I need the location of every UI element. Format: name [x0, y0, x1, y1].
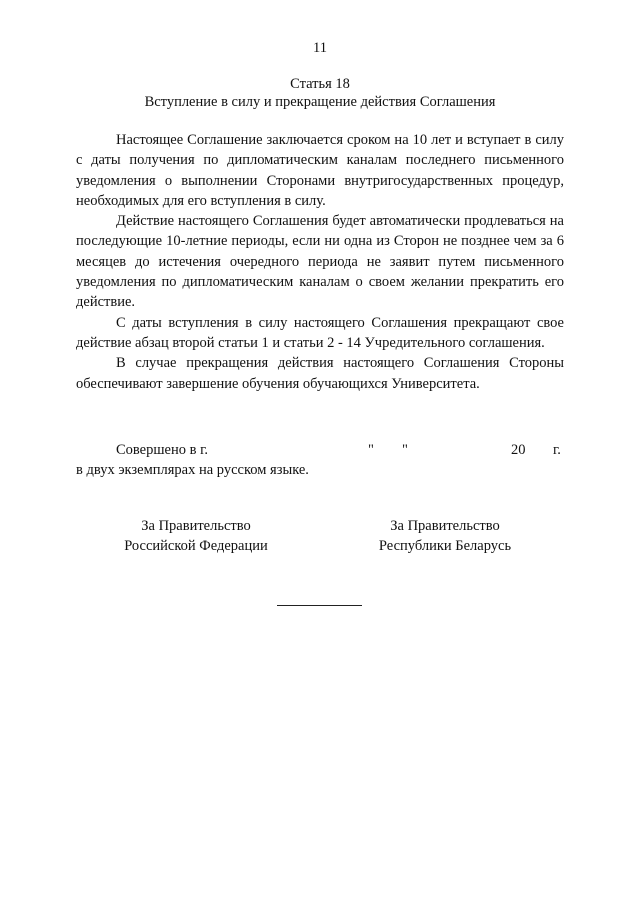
signature-russia — [86, 516, 306, 556]
article-title: Вступление в силу и прекращение действия Соглашения — [144, 94, 496, 110]
signature-russia-line2: Российской Федерации — [124, 538, 268, 554]
year-suffix: г. — [553, 442, 561, 458]
signature-russia-line1: За Правительство — [141, 518, 251, 534]
paragraph-term: Настоящее Соглашение заключается сроком на 10 лет и вступает в силу с даты получения по дипломатическим каналам последнего письменного уведомления о выполнении Сторонами внутригосударственных процедур, необходимых для его вступления в силу. — [76, 132, 564, 209]
paragraph-renewal: Действие настоящего Соглашения будет автоматически продлеваться на последующие 10-летние периоды, если ни одна из Сторон не позднее чем за 6 месяцев до истечения очередного периода не заявит путем письменного уведомления по дипломатическим каналам о своем желании прекратить его действие. — [76, 213, 564, 311]
languages-line: в двух экземплярах на русском языке. — [76, 462, 309, 478]
date-quote-open: " — [368, 442, 374, 458]
date-quote-close: " — [402, 442, 408, 458]
article-body — [76, 130, 564, 394]
closing-rule — [277, 605, 362, 606]
signature-belarus-line2: Республики Беларусь — [378, 538, 512, 554]
year-prefix: 20 — [511, 442, 526, 458]
paragraph-termination-of-founding-agreement: С даты вступления в силу настоящего Соглашения прекращают свое действие абзац второй статьи 1 и статьи 2 - 14 Учредительного соглашения. — [76, 314, 564, 351]
done-at-line — [116, 442, 564, 462]
done-at-prefix: Совершено в г. — [116, 442, 209, 458]
signature-belarus — [335, 516, 555, 556]
paragraph-completion-of-studies: В случае прекращения действия настоящего Соглашения Стороны обеспечивают завершение обучения обучающихся Университета. — [76, 355, 564, 392]
article-number: Статья 18 — [290, 76, 350, 92]
signature-belarus-line1: За Правительство — [390, 518, 500, 534]
page-number: 11 — [313, 40, 327, 56]
